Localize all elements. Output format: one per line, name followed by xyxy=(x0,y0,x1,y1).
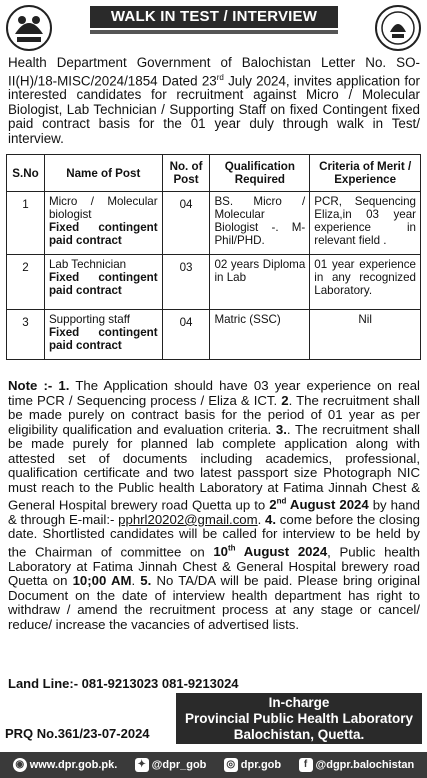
email-link[interactable]: pphrl20202@gmail.com xyxy=(118,511,258,527)
instagram-icon: ◎ xyxy=(224,758,238,772)
cell-qualification: BS. Micro / Molecular Biologist -. M-Phil/PHD. xyxy=(210,192,310,255)
cell-post: Micro / Molecular biologist Fixed contingent paid contract xyxy=(44,192,162,255)
header-no-of-post: No. of Post xyxy=(162,155,210,192)
landline-numbers: Land Line:- 081-9213023 081-9213024 xyxy=(8,676,239,691)
intro-paragraph: Health Department Government of Balochistan Letter No. SO-II(H)/18-MISC/2024/1854 Dated 23rd July 2024, invites application for interested candidates for recruitment against Micro / Molecular Biologist, Lab Technician / Supporting Staff on fixed Contingent fixed paid contract basis for the 01 year duly through walk in Test/ interview. xyxy=(8,55,420,146)
table-row xyxy=(7,255,421,310)
cell-post: Lab Technician Fixed contingent paid contract xyxy=(44,255,162,310)
incharge-office: Provincial Public Health Laboratory xyxy=(184,711,414,726)
cell-post: Supporting staff Fixed contingent paid contract xyxy=(44,310,162,360)
interview-date: 10th August 2024 xyxy=(213,543,328,560)
cell-criteria: PCR, Sequencing Eliza,in 03 year experience in relevant field . xyxy=(310,192,421,255)
cell-qualification: Matric (SSC) xyxy=(210,310,310,360)
header-name-of-post: Name of Post xyxy=(44,155,162,192)
header-criteria: Criteria of Merit / Experience xyxy=(310,155,421,192)
cell-criteria: 01 year experience in any recognized Laboratory. xyxy=(310,255,421,310)
government-emblem-left-icon xyxy=(5,4,53,52)
government-emblem-right-icon xyxy=(374,4,422,52)
globe-icon: ◉ xyxy=(13,758,27,772)
facebook-icon: f xyxy=(299,758,313,772)
header-qualification: Qualification Required xyxy=(210,155,310,192)
cell-count: 04 xyxy=(162,192,210,255)
cell-criteria: Nil xyxy=(310,310,421,360)
cell-qualification: 02 years Diploma in Lab xyxy=(210,255,310,310)
cell-count: 03 xyxy=(162,255,210,310)
footer-website[interactable]: ◉ www.dpr.gob.pk. xyxy=(13,758,118,772)
table-row xyxy=(7,310,421,360)
interview-time: 10;00 AM xyxy=(72,573,132,589)
cell-sno: 2 xyxy=(7,255,45,310)
incharge-location: Balochistan, Quetta. xyxy=(233,727,365,742)
posts-table xyxy=(6,154,421,360)
title-underline xyxy=(90,30,338,34)
cell-sno: 1 xyxy=(7,192,45,255)
footer-twitter[interactable]: ✦ @dpr_gob xyxy=(135,758,207,772)
header xyxy=(0,0,427,56)
prq-number: PRQ No.361/23-07-2024 xyxy=(5,726,150,741)
table-row xyxy=(7,192,421,255)
incharge-box xyxy=(176,693,422,744)
notes-paragraph: Note :- 1. The Application should have 03 year experience on real time PCR / Sequencing process / Eliza & ICT. 2. The recruitment shall be made purely on contract basis for the period of 01 year as per eligibility qualification and evaluation criteria. 3.. The recruitment shall be made purely for planned lab complete application along with attested set of documents including academics, professional, qualification certificate and two latest passport size Photograph NIC must reach to the Public health Laboratory at Fatima Jinnah Chest & General Hospital brewery road Quetta up to 2nd August 2024 by hand & through E-mail:- pphrl20202@gmail.com. 4. come before the closing date. Shortlisted candidates will be called for interview to be held by the Chairman of committee on 10th August 2024, Public health Laboratory at Fatima Jinnah Chest & General Hospital brewery road Quetta on 10;00 AM. 5. No TA/DA will be paid. Please bring original Document on the date of interview health department has right to withdraw / amend the recruitment process at any stage or cancel/ reduce/ increase the vacancies of advertised lists. xyxy=(8,378,421,632)
cell-count: 04 xyxy=(162,310,210,360)
cell-sno: 3 xyxy=(7,310,45,360)
footer-bar xyxy=(0,752,427,778)
deadline-date: 2nd August 2024 xyxy=(269,497,369,513)
page-title: WALK IN TEST / INTERVIEW xyxy=(90,6,338,28)
twitter-icon: ✦ xyxy=(135,758,149,772)
footer-facebook[interactable]: f @dgpr.balochistan xyxy=(299,758,415,772)
footer-instagram[interactable]: ◎ dpr.gob xyxy=(224,758,281,772)
table-header-row xyxy=(7,155,421,192)
incharge-title: In-charge xyxy=(268,695,330,710)
header-sno: S.No xyxy=(7,155,45,192)
